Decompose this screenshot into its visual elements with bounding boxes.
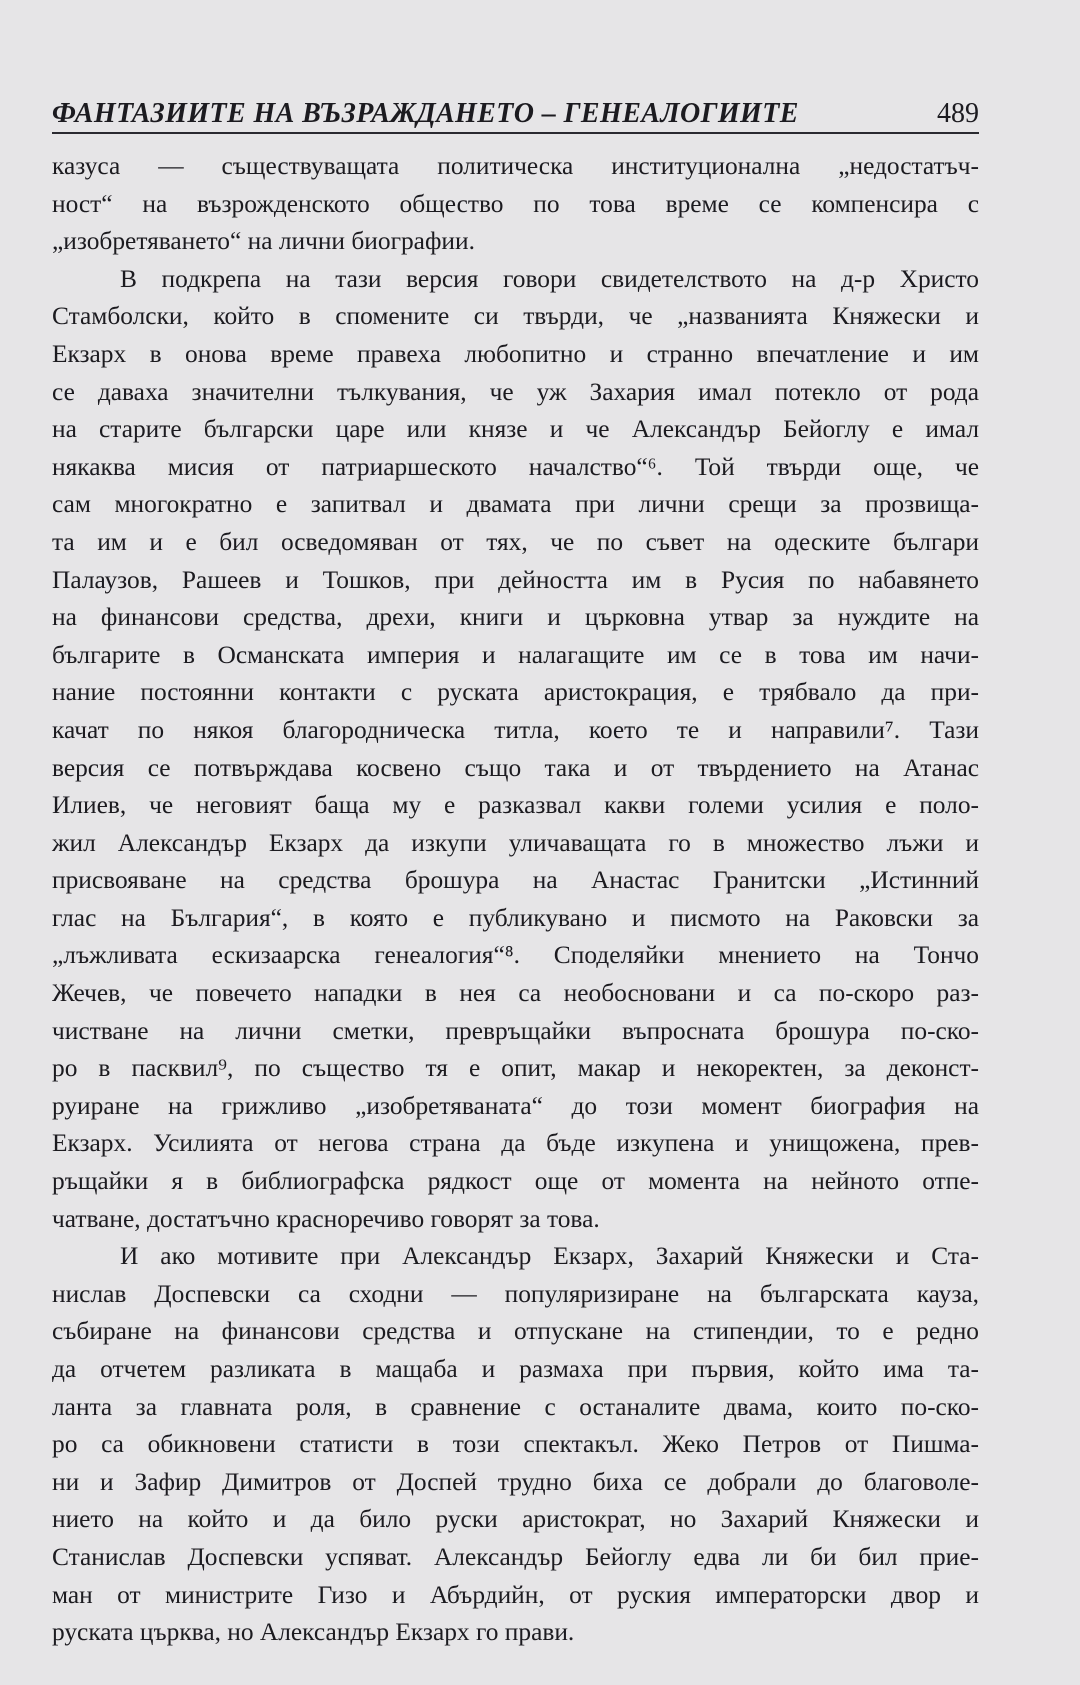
text-line: ръщайки я в библиографска рядкост още от момента на нейното отпе- <box>52 1167 979 1196</box>
text-line: И ако мотивите при Александър Екзарх, Захарий Княжески и Ста- <box>120 1242 979 1271</box>
text-line: руиране на грижливо „изобретяваната“ до този момент биография на <box>52 1091 979 1120</box>
text-line: Екзарх в онова време правеха любопитно и странно впечатление и им <box>52 339 979 368</box>
paragraph-2 <box>52 261 979 1238</box>
text-line: Палаузов, Рашеев и Тошков, при дейността им в Русия по набавянето <box>52 565 979 594</box>
text-line: нието на който и да било руски аристократ, но Захарий Княжески и <box>52 1505 979 1534</box>
text-line: българите в Османската империя и налагащите им се в това им начи- <box>52 640 979 669</box>
text-line: чистване на лични сметки, превръщайки въпросната брошура по-ско- <box>52 1016 979 1045</box>
text-line: сам многократно е запитвал и двамата при лични срещи за прозвища- <box>52 490 979 519</box>
text-line: нание постоянни контакти с руската аристокрация, е трябвало да при- <box>52 678 979 707</box>
text-line: ро в пасквил⁹, по същество тя е опит, макар и некоректен, за деконст- <box>52 1054 979 1083</box>
text-line: В подкрепа на тази версия говори свидетелството на д-р Христо <box>120 264 979 293</box>
text-line: „изобретяването“ на лични биографии. <box>52 227 475 256</box>
text-line: жил Александър Екзарх да изкупи уличаващата го в множество лъжи и <box>52 828 979 857</box>
paragraph-1 <box>52 148 979 261</box>
page-header <box>52 98 979 134</box>
text-line: ман от министрите Гизо и Абърдийн, от руския императорски двор и <box>52 1580 979 1609</box>
running-title: ФАНТАЗИИТЕ НА ВЪЗРАЖДАНЕТО – ГЕНЕАЛОГИИТЕ <box>52 98 799 129</box>
text-line: та им и е бил осведомяван от тях, че по съвет на одеските българи <box>52 527 979 556</box>
text-line: ро са обикновени статисти в този спектакъл. Жеко Петров от Пишма- <box>52 1430 979 1459</box>
text-line: се даваха значителни тълкувания, че уж Захария имал потекло от рода <box>52 377 979 406</box>
text-line: някаква мисия от патриаршеското началство“⁶. Той твърди още, че <box>52 452 979 481</box>
text-line: Екзарх. Усилията от негова страна да бъде изкупена и унищожена, прев- <box>52 1129 979 1158</box>
text-line: Станислав Доспевски успяват. Александър Бейоглу едва ли би бил прие- <box>52 1542 979 1571</box>
text-line: Жечев, че повечето нападки в нея са необосновани и са по-скоро раз- <box>52 979 979 1008</box>
text-line: глас на България“, в която е публикувано и писмото на Раковски за <box>52 903 979 932</box>
text-line: Илиев, че неговият баща му е разказвал какви големи усилия е поло- <box>52 791 979 820</box>
text-line: версия се потвърждава косвено също така и от твърдението на Атанас <box>52 753 979 782</box>
text-line: ни и Зафир Димитров от Доспей трудно биха се добрали до благоволе- <box>52 1467 979 1496</box>
text-line: ност“ на възрожденското общество по това време се компенсира с <box>52 189 979 218</box>
text-line: чатване, достатъчно красноречиво говорят за това. <box>52 1204 600 1233</box>
text-line: Стамболски, който в спомените си твърди, че „названията Княжески и <box>52 302 979 331</box>
text-line: нислав Доспевски са сходни — популяризиране на българската кауза, <box>52 1279 979 1308</box>
text-line: ланта за главната роля, в сравнение с останалите двама, които по-ско- <box>52 1392 979 1421</box>
text-line: присвояване на средства брошура на Анастас Гранитски „Истинний <box>52 866 979 895</box>
text-line: „лъжливата ескизаарска генеалогия“⁸. Споделяйки мнението на Тончо <box>52 941 979 970</box>
text-line: качат по някоя благородническа титла, което те и направили⁷. Тази <box>52 715 979 744</box>
body-text <box>52 148 979 1652</box>
text-line: на финансови средства, дрехи, книги и църковна утвар за нуждите на <box>52 603 979 632</box>
text-line: да отчетем разликата в мащаба и размаха при първия, който има та- <box>52 1355 979 1383</box>
page-number: 489 <box>937 98 979 129</box>
paragraph-3 <box>52 1238 979 1652</box>
text-line: събиране на финансови средства и отпускане на стипендии, то е редно <box>52 1317 979 1346</box>
text-line: казуса — съществуващата политическа институционална „недостатъч- <box>52 152 979 180</box>
text-line: на старите български царе или князе и че Александър Бейоглу е имал <box>52 415 979 444</box>
text-line: руската църква, но Александър Екзарх го прави. <box>52 1618 575 1647</box>
